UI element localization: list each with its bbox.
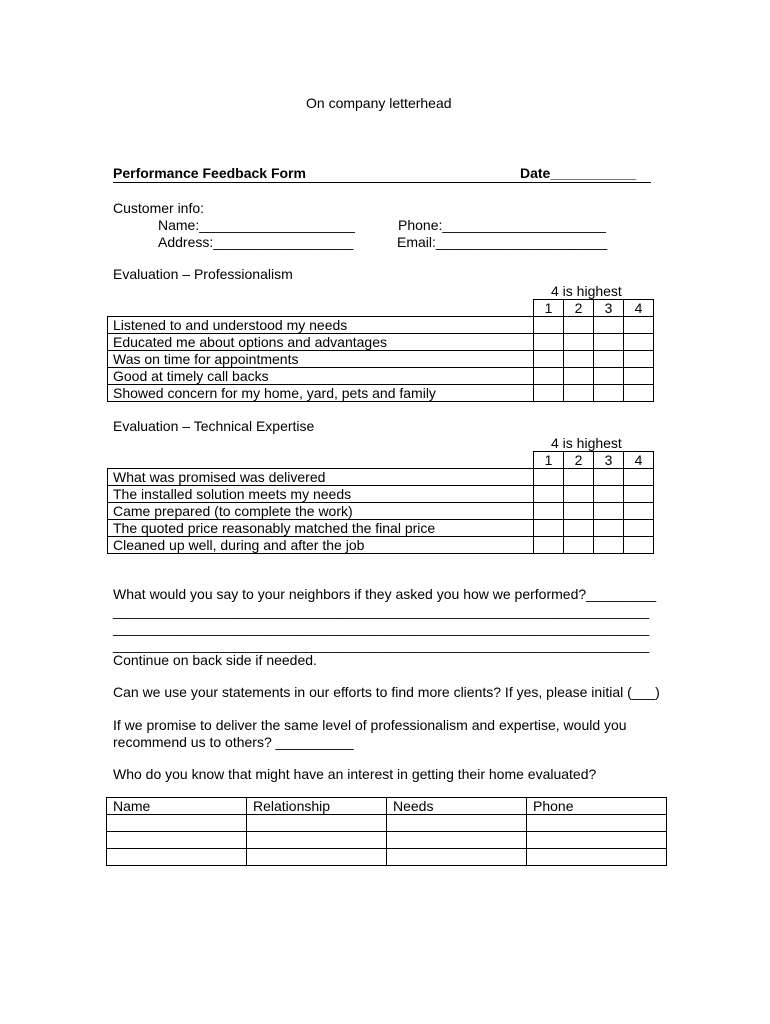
scale-4: 4 [624, 452, 654, 469]
address-field[interactable]: Address:__________________ [158, 234, 354, 250]
rating-cell[interactable] [624, 368, 654, 385]
rating-cell[interactable] [624, 351, 654, 368]
header-needs: Needs [387, 798, 527, 815]
scale-2: 2 [564, 300, 594, 317]
rating-cell[interactable] [624, 317, 654, 334]
rating-cell[interactable] [534, 469, 564, 486]
rating-cell[interactable] [594, 537, 624, 554]
answer-line[interactable]: ________________________________________________________________________ [113, 621, 650, 636]
header-phone: Phone [527, 798, 667, 815]
referral-cell[interactable] [247, 832, 387, 849]
rating-cell[interactable] [564, 351, 594, 368]
phone-field[interactable]: Phone:_____________________ [398, 217, 606, 233]
referral-cell[interactable] [247, 849, 387, 866]
customer-info-heading: Customer info: [113, 200, 205, 216]
letterhead-note: On company letterhead [306, 95, 452, 111]
rating-cell[interactable] [594, 486, 624, 503]
rating-cell[interactable] [624, 537, 654, 554]
rating-cell[interactable] [564, 503, 594, 520]
rating-cell[interactable] [594, 385, 624, 402]
statement-cell: Educated me about options and advantages [108, 334, 534, 351]
table-row [108, 368, 654, 385]
rating-cell[interactable] [624, 469, 654, 486]
referral-cell[interactable] [107, 832, 247, 849]
rating-cell[interactable] [534, 486, 564, 503]
scale-4: 4 [624, 300, 654, 317]
referral-cell[interactable] [527, 849, 667, 866]
technical-scale-note: 4 is highest [551, 435, 622, 451]
rating-cell[interactable] [594, 351, 624, 368]
table-row [108, 537, 654, 554]
statement-cell: Good at timely call backs [108, 368, 534, 385]
table-row [108, 469, 654, 486]
rating-cell[interactable] [534, 351, 564, 368]
rating-cell[interactable] [564, 385, 594, 402]
scale-1: 1 [534, 300, 564, 317]
recommend-question-line1: If we promise to deliver the same level of professionalism and expertise, would you [113, 717, 627, 733]
referral-cell[interactable] [387, 832, 527, 849]
form-title-line [113, 165, 651, 182]
scale-3: 3 [594, 300, 624, 317]
rating-cell[interactable] [594, 520, 624, 537]
table-row [108, 503, 654, 520]
scale-header-row [108, 452, 654, 469]
rating-cell[interactable] [594, 503, 624, 520]
referral-cell[interactable] [387, 849, 527, 866]
form-title: Performance Feedback Form [113, 165, 306, 181]
rating-cell[interactable] [624, 520, 654, 537]
statement-cell: Showed concern for my home, yard, pets and family [108, 385, 534, 402]
rating-cell[interactable] [534, 385, 564, 402]
rating-cell[interactable] [534, 317, 564, 334]
rating-cell[interactable] [594, 317, 624, 334]
rating-cell[interactable] [564, 469, 594, 486]
statements-question: Can we use your statements in our efforts to find more clients? If yes, please initial (___) [113, 684, 660, 700]
technical-title: Evaluation – Technical Expertise [113, 418, 315, 434]
table-row [108, 334, 654, 351]
table-row [108, 520, 654, 537]
professionalism-title: Evaluation – Professionalism [113, 266, 293, 282]
referral-question: Who do you know that might have an interest in getting their home evaluated? [113, 766, 597, 782]
scale-1: 1 [534, 452, 564, 469]
technical-table [107, 451, 654, 554]
rating-cell[interactable] [564, 537, 594, 554]
scale-3: 3 [594, 452, 624, 469]
rating-cell[interactable] [624, 334, 654, 351]
referral-cell[interactable] [107, 849, 247, 866]
recommend-question-line2: recommend us to others? __________ [113, 734, 354, 750]
referral-table [106, 797, 667, 866]
rating-cell[interactable] [534, 368, 564, 385]
answer-line[interactable]: ________________________________________________________________________ [113, 638, 650, 653]
rating-cell[interactable] [624, 385, 654, 402]
table-row [107, 815, 667, 832]
statement-cell: Listened to and understood my needs [108, 317, 534, 334]
rating-cell[interactable] [534, 537, 564, 554]
table-row [108, 351, 654, 368]
rating-cell[interactable] [534, 503, 564, 520]
table-row [108, 486, 654, 503]
referral-cell[interactable] [387, 815, 527, 832]
statement-cell: The quoted price reasonably matched the final price [108, 520, 534, 537]
rating-cell[interactable] [564, 486, 594, 503]
professionalism-scale-note: 4 is highest [551, 283, 622, 299]
table-row [108, 317, 654, 334]
rating-cell[interactable] [564, 334, 594, 351]
rating-cell[interactable] [564, 368, 594, 385]
rating-cell[interactable] [594, 334, 624, 351]
statement-cell: Came prepared (to complete the work) [108, 503, 534, 520]
referral-cell[interactable] [527, 815, 667, 832]
scale-2: 2 [564, 452, 594, 469]
blank-cell [108, 300, 534, 317]
rating-cell[interactable] [534, 520, 564, 537]
date-field[interactable]: Date___________ [520, 165, 636, 181]
header-name: Name [107, 798, 247, 815]
blank-cell [108, 452, 534, 469]
continue-note: Continue on back side if needed. [113, 652, 317, 668]
referral-cell[interactable] [527, 832, 667, 849]
rating-cell[interactable] [564, 520, 594, 537]
professionalism-table [107, 299, 654, 402]
table-header-row [107, 798, 667, 815]
rating-cell[interactable] [594, 368, 624, 385]
statement-cell: Cleaned up well, during and after the job [108, 537, 534, 554]
table-row [107, 849, 667, 866]
table-row [107, 832, 667, 849]
answer-line[interactable]: ________________________________________________________________________ [113, 604, 650, 619]
referral-cell[interactable] [247, 815, 387, 832]
rating-cell[interactable] [624, 503, 654, 520]
statement-cell: What was promised was delivered [108, 469, 534, 486]
statement-cell: Was on time for appointments [108, 351, 534, 368]
referral-cell[interactable] [107, 815, 247, 832]
rating-cell[interactable] [534, 334, 564, 351]
email-field[interactable]: Email:______________________ [397, 234, 608, 250]
scale-header-row [108, 300, 654, 317]
statement-cell: The installed solution meets my needs [108, 486, 534, 503]
name-field[interactable]: Name:____________________ [158, 217, 355, 233]
header-relationship: Relationship [247, 798, 387, 815]
table-row [108, 385, 654, 402]
rating-cell[interactable] [564, 317, 594, 334]
rating-cell[interactable] [594, 469, 624, 486]
neighbors-question: What would you say to your neighbors if they asked you how we performed?_________ [113, 586, 657, 602]
rating-cell[interactable] [624, 486, 654, 503]
